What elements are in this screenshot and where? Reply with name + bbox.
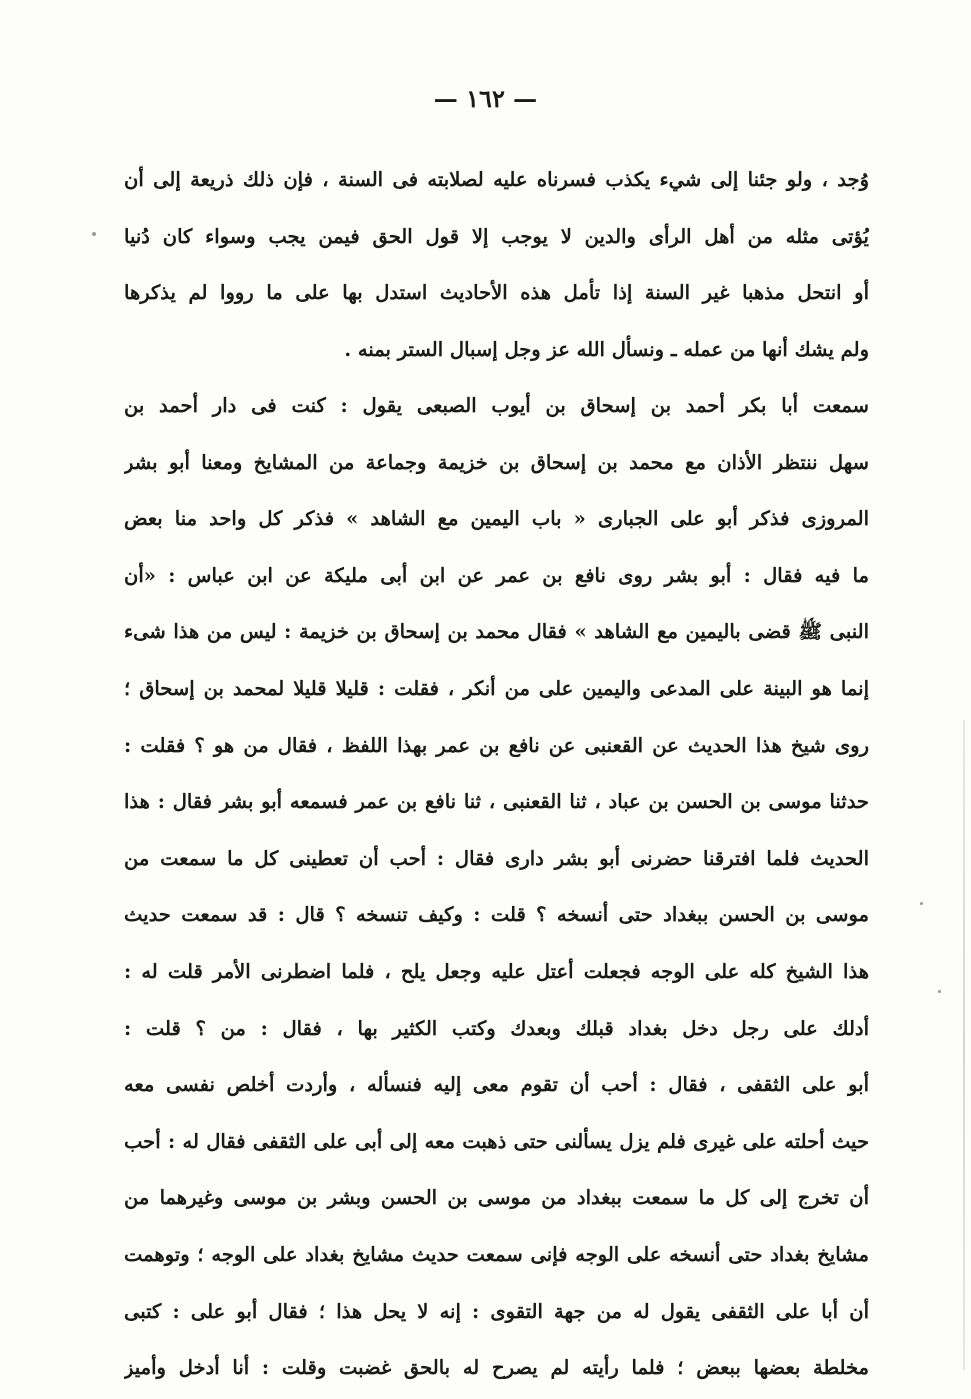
text-line: حيث أحلته على غيرى فلم يزل يسألنى حتى ذهبت معه إلى أبى على الثقفى فقال له : أحب <box>124 1129 869 1153</box>
text-line: أو انتحل مذهبا غير السنة إذا تأمل هذه الأحاديث استدل بها على ما رووا لم يذكرها <box>124 281 869 305</box>
scan-speck <box>92 232 96 236</box>
text-line: أدلك على رجل دخل بغداد قبلك وبعدك وكتب الكثير بها ، فقال : من ؟ قلت : <box>124 1016 869 1040</box>
scan-edge-shadow <box>963 720 965 1370</box>
text-line: حدثنا موسى بن الحسن بن عباد ، ثنا القعنبى ، ثنا نافع بن عمر فسمعه أبو بشر فقال : هذا <box>124 790 869 814</box>
text-line: ولم يشك أنها من عمله ـ ونسأل الله عز وجل إسبال الستر بمنه . <box>344 337 869 361</box>
text-line: أن تخرج إلى كل ما سمعت ببغداد من موسى بن الحسن وبشر بن موسى وغيرهما من <box>124 1186 869 1210</box>
text-line: إنما هو البينة على المدعى واليمين على من أنكر ، فقلت : قليلا قليلا لمحمد بن إسحاق ؛ <box>124 676 869 700</box>
text-line: ما فيه فقال : أبو بشر روى نافع بن عمر عن ابن أبى مليكة عن ابن عباس : «أن <box>124 563 869 587</box>
text-line: المروزى فذكر أبو على الجبارى « باب اليمين مع الشاهد » فذكر كل واحد منا بعض <box>124 507 869 531</box>
text-line: يُؤتى مثله من أهل الرأى والدين لا يوجب إلا قول الحق فيمن يجب وسواء كان دُنيا <box>124 224 869 248</box>
text-line: أن أبا على الثقفى يقول له من جهة التقوى : إنه لا يحل هذا ؛ فقال أبو على : كتبى <box>124 1299 869 1323</box>
paragraph-1 <box>124 152 869 378</box>
page-number: — ١٦٢ — <box>433 84 538 113</box>
text-line: الحديث فلما افترقنا حضرنى أبو بشر دارى فقال : أحب أن تعطينى كل ما سمعت من <box>124 846 869 870</box>
text-line: هذا الشيخ كله على الوجه فجعلت أعتل عليه وجعل يلح ، فلما اضطرنى الأمر قلت له : <box>124 959 869 983</box>
text-line: موسى بن الحسن ببغداد حتى أنسخه ؟ قلت : وكيف تنسخه ؟ قال : قد سمعت حديث <box>124 903 869 927</box>
text-line: النبى ﷺ قضى باليمين مع الشاهد » فقال محمد بن إسحاق بن خزيمة : ليس من هذا شىء <box>124 620 869 644</box>
text-line: وُجد ، ولو جئنا إلى شيء يكذب فسرناه عليه لصلابته فى السنة ، فإن ذلك ذريعة إلى أن <box>124 168 869 191</box>
paragraph-2 <box>124 378 869 1397</box>
text-line: مشايخ بغداد حتى أنسخه على الوجه فإنى سمعت حديث مشايخ بغداد على الوجه ؛ وتوهمت <box>124 1242 869 1266</box>
text-line: مخلطة بعضها ببعض ؛ فلما رأيته لم يصرح له بالحق غضبت وقلت : أنا أدخل وأميز <box>124 1356 869 1380</box>
text-line: سمعت أبا بكر أحمد بن إسحاق بن أيوب الصبعى يقول : كنت فى دار أحمد بن <box>124 394 869 417</box>
scan-speck <box>920 902 923 905</box>
text-line: سهل ننتظر الأذان مع محمد بن إسحاق بن خزيمة وجماعة من المشايخ ومعنا أبو بشر <box>124 450 869 474</box>
scan-speck <box>938 990 941 993</box>
text-line: روى شيخ هذا الحديث عن القعنبى عن نافع بن عمر بهذا اللفظ ، فقال من هو ؟ فقلت : <box>124 733 869 757</box>
text-line: أبو على الثقفى ، فقال : أحب أن تقوم معى إليه فنسأله ، وأردت أخلص نفسى معه <box>124 1073 869 1097</box>
